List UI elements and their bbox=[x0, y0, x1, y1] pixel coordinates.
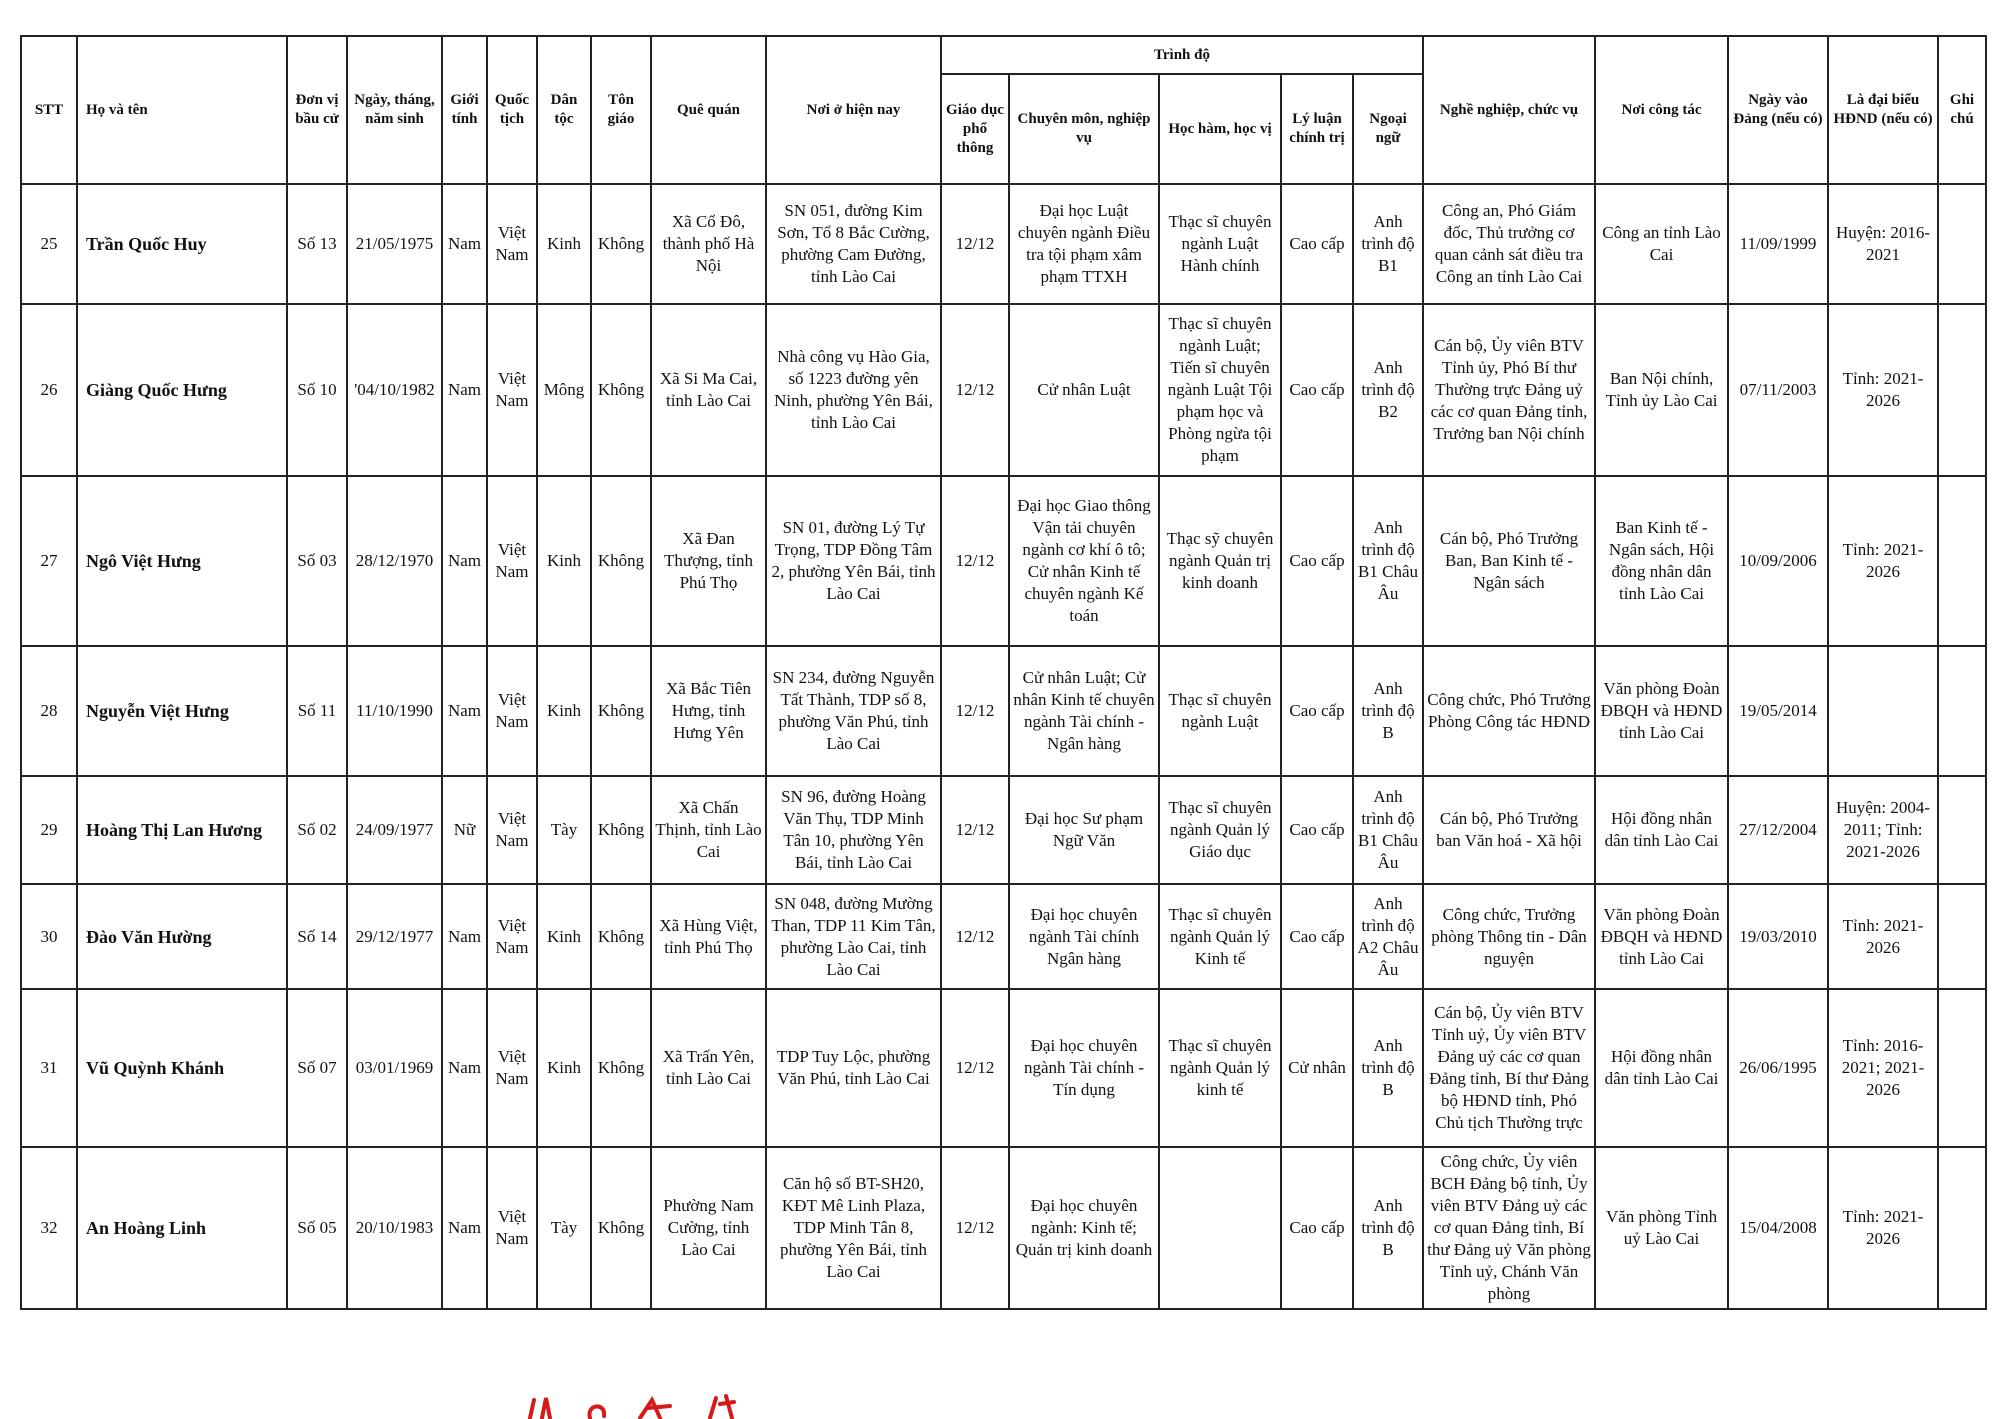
cell-dob: 29/12/1977 bbox=[347, 884, 442, 989]
cell-occupation: Cán bộ, Ủy viên BTV Tỉnh uỷ, Ủy viên BTV Đảng uỷ các cơ quan Đảng tỉnh, Bí thư Đảng bộ HĐND tỉnh, Phó Chủ tịch Thường trực bbox=[1423, 989, 1595, 1147]
cell-religion: Không bbox=[591, 184, 651, 304]
cell-gender: Nam bbox=[442, 884, 487, 989]
cell-dob: 21/05/1975 bbox=[347, 184, 442, 304]
table-row bbox=[21, 776, 1986, 884]
cell-hometown: Xã Trấn Yên, tỉnh Lào Cai bbox=[651, 989, 766, 1147]
cell-name: Đào Văn Hường bbox=[77, 884, 287, 989]
cell-general-edu: 12/12 bbox=[941, 304, 1009, 476]
cell-gender: Nam bbox=[442, 304, 487, 476]
cell-hometown: Xã Cổ Đô, thành phố Hà Nội bbox=[651, 184, 766, 304]
cell-residence: Nhà công vụ Hào Gia, số 1223 đường yên Ninh, phường Yên Bái, tỉnh Lào Cai bbox=[766, 304, 941, 476]
cell-politics: Cao cấp bbox=[1281, 1147, 1353, 1309]
cell-dob: 03/01/1969 bbox=[347, 989, 442, 1147]
cell-general-edu: 12/12 bbox=[941, 776, 1009, 884]
header-gender: Giới tính bbox=[442, 36, 487, 184]
cell-nationality: Việt Nam bbox=[487, 304, 537, 476]
cell-name: Ngô Việt Hưng bbox=[77, 476, 287, 646]
table-header bbox=[21, 36, 1986, 184]
cell-language: Anh trình độ B bbox=[1353, 646, 1423, 776]
cell-stt: 28 bbox=[21, 646, 77, 776]
cell-politics: Cao cấp bbox=[1281, 884, 1353, 989]
header-general-edu: Giáo dục phổ thông bbox=[941, 74, 1009, 184]
cell-residence: TDP Tuy Lộc, phường Văn Phú, tỉnh Lào Cai bbox=[766, 989, 941, 1147]
cell-language: Anh trình độ B bbox=[1353, 1147, 1423, 1309]
cell-note bbox=[1938, 646, 1986, 776]
cell-workplace: Ban Nội chính, Tỉnh ủy Lào Cai bbox=[1595, 304, 1728, 476]
red-stamp-mark bbox=[520, 1388, 800, 1419]
cell-degree: Thạc sĩ chuyên ngành Quản lý kinh tế bbox=[1159, 989, 1281, 1147]
cell-ethnic: Mông bbox=[537, 304, 591, 476]
cell-general-edu: 12/12 bbox=[941, 884, 1009, 989]
table-row bbox=[21, 1147, 1986, 1309]
cell-language: Anh trình độ B1 bbox=[1353, 184, 1423, 304]
cell-name: Giàng Quốc Hưng bbox=[77, 304, 287, 476]
header-stt: STT bbox=[21, 36, 77, 184]
cell-party-date: 26/06/1995 bbox=[1728, 989, 1828, 1147]
cell-occupation: Cán bộ, Ủy viên BTV Tỉnh ủy, Phó Bí thư Thường trực Đảng uỷ các cơ quan Đảng tỉnh, Trưởng ban Nội chính bbox=[1423, 304, 1595, 476]
cell-dob: '04/10/1982 bbox=[347, 304, 442, 476]
cell-ethnic: Tày bbox=[537, 1147, 591, 1309]
cell-ethnic: Kinh bbox=[537, 184, 591, 304]
header-unit: Đơn vị bầu cử bbox=[287, 36, 347, 184]
header-politics: Lý luận chính trị bbox=[1281, 74, 1353, 184]
cell-delegate: Huyện: 2016-2021 bbox=[1828, 184, 1938, 304]
cell-degree: Thạc sĩ chuyên ngành Quản lý Kinh tế bbox=[1159, 884, 1281, 989]
cell-degree bbox=[1159, 1147, 1281, 1309]
cell-religion: Không bbox=[591, 776, 651, 884]
cell-occupation: Công chức, Ủy viên BCH Đảng bộ tỉnh, Ủy viên BTV Đảng uỷ các cơ quan Đảng tỉnh, Bí thư Đảng uỷ Văn phòng Tỉnh uỷ, Chánh Văn phòng bbox=[1423, 1147, 1595, 1309]
cell-gender: Nam bbox=[442, 476, 487, 646]
cell-name: Nguyễn Việt Hưng bbox=[77, 646, 287, 776]
cell-hometown: Xã Chấn Thịnh, tỉnh Lào Cai bbox=[651, 776, 766, 884]
cell-note bbox=[1938, 989, 1986, 1147]
cell-gender: Nữ bbox=[442, 776, 487, 884]
cell-occupation: Công chức, Trưởng phòng Thông tin - Dân nguyện bbox=[1423, 884, 1595, 989]
cell-specialty: Đại học chuyên ngành Tài chính - Tín dụng bbox=[1009, 989, 1159, 1147]
cell-nationality: Việt Nam bbox=[487, 776, 537, 884]
cell-workplace: Hội đồng nhân dân tỉnh Lào Cai bbox=[1595, 776, 1728, 884]
cell-name: Vũ Quỳnh Khánh bbox=[77, 989, 287, 1147]
cell-degree: Thạc sỹ chuyên ngành Quản trị kinh doanh bbox=[1159, 476, 1281, 646]
cell-workplace: Văn phòng Tỉnh uỷ Lào Cai bbox=[1595, 1147, 1728, 1309]
cell-workplace: Hội đồng nhân dân tỉnh Lào Cai bbox=[1595, 989, 1728, 1147]
table-row bbox=[21, 476, 1986, 646]
cell-general-edu: 12/12 bbox=[941, 1147, 1009, 1309]
cell-stt: 32 bbox=[21, 1147, 77, 1309]
table-row bbox=[21, 184, 1986, 304]
table-row bbox=[21, 989, 1986, 1147]
cell-degree: Thạc sĩ chuyên ngành Quản lý Giáo dục bbox=[1159, 776, 1281, 884]
cell-specialty: Cử nhân Luật; Cử nhân Kinh tế chuyên ngành Tài chính - Ngân hàng bbox=[1009, 646, 1159, 776]
cell-politics: Cao cấp bbox=[1281, 476, 1353, 646]
cell-name: Hoàng Thị Lan Hương bbox=[77, 776, 287, 884]
cell-party-date: 19/05/2014 bbox=[1728, 646, 1828, 776]
cell-name: An Hoàng Linh bbox=[77, 1147, 287, 1309]
candidate-table-sheet bbox=[20, 35, 1985, 1310]
cell-unit: Số 14 bbox=[287, 884, 347, 989]
cell-stt: 26 bbox=[21, 304, 77, 476]
cell-religion: Không bbox=[591, 646, 651, 776]
cell-politics: Cử nhân bbox=[1281, 989, 1353, 1147]
header-language: Ngoại ngữ bbox=[1353, 74, 1423, 184]
cell-religion: Không bbox=[591, 989, 651, 1147]
cell-specialty: Cử nhân Luật bbox=[1009, 304, 1159, 476]
cell-nationality: Việt Nam bbox=[487, 989, 537, 1147]
cell-unit: Số 13 bbox=[287, 184, 347, 304]
cell-delegate: Huyện: 2004-2011; Tỉnh: 2021-2026 bbox=[1828, 776, 1938, 884]
cell-politics: Cao cấp bbox=[1281, 646, 1353, 776]
cell-occupation: Công an, Phó Giám đốc, Thủ trưởng cơ quan cảnh sát điều tra Công an tỉnh Lào Cai bbox=[1423, 184, 1595, 304]
cell-name: Trần Quốc Huy bbox=[77, 184, 287, 304]
cell-residence: SN 01, đường Lý Tự Trọng, TDP Đồng Tâm 2, phường Yên Bái, tỉnh Lào Cai bbox=[766, 476, 941, 646]
cell-residence: Căn hộ số BT-SH20, KĐT Mê Linh Plaza, TDP Minh Tân 8, phường Yên Bái, tỉnh Lào Cai bbox=[766, 1147, 941, 1309]
cell-unit: Số 10 bbox=[287, 304, 347, 476]
cell-workplace: Công an tỉnh Lào Cai bbox=[1595, 184, 1728, 304]
cell-residence: SN 048, đường Mường Than, TDP 11 Kim Tân, phường Lào Cai, tỉnh Lào Cai bbox=[766, 884, 941, 989]
cell-stt: 30 bbox=[21, 884, 77, 989]
cell-workplace: Văn phòng Đoàn ĐBQH và HĐND tỉnh Lào Cai bbox=[1595, 646, 1728, 776]
cell-residence: SN 96, đường Hoàng Văn Thụ, TDP Minh Tân 10, phường Yên Bái, tỉnh Lào Cai bbox=[766, 776, 941, 884]
cell-specialty: Đại học chuyên ngành: Kinh tế; Quản trị kinh doanh bbox=[1009, 1147, 1159, 1309]
cell-note bbox=[1938, 884, 1986, 989]
cell-note bbox=[1938, 184, 1986, 304]
cell-gender: Nam bbox=[442, 184, 487, 304]
cell-ethnic: Kinh bbox=[537, 646, 591, 776]
cell-residence: SN 234, đường Nguyễn Tất Thành, TDP số 8, phường Văn Phú, tỉnh Lào Cai bbox=[766, 646, 941, 776]
table-body bbox=[21, 184, 1986, 1309]
cell-specialty: Đại học Luật chuyên ngành Điều tra tội phạm xâm phạm TTXH bbox=[1009, 184, 1159, 304]
cell-general-edu: 12/12 bbox=[941, 184, 1009, 304]
cell-party-date: 07/11/2003 bbox=[1728, 304, 1828, 476]
cell-note bbox=[1938, 476, 1986, 646]
cell-delegate: Tỉnh: 2021-2026 bbox=[1828, 1147, 1938, 1309]
cell-general-edu: 12/12 bbox=[941, 646, 1009, 776]
cell-workplace: Ban Kinh tế - Ngân sách, Hội đồng nhân dân tỉnh Lào Cai bbox=[1595, 476, 1728, 646]
cell-note bbox=[1938, 304, 1986, 476]
table-row bbox=[21, 304, 1986, 476]
cell-stt: 31 bbox=[21, 989, 77, 1147]
header-degree: Học hàm, học vị bbox=[1159, 74, 1281, 184]
cell-language: Anh trình độ A2 Châu Âu bbox=[1353, 884, 1423, 989]
header-nationality: Quốc tịch bbox=[487, 36, 537, 184]
cell-workplace: Văn phòng Đoàn ĐBQH và HĐND tỉnh Lào Cai bbox=[1595, 884, 1728, 989]
cell-religion: Không bbox=[591, 884, 651, 989]
cell-specialty: Đại học Giao thông Vận tải chuyên ngành cơ khí ô tô; Cử nhân Kinh tế chuyên ngành Kế toán bbox=[1009, 476, 1159, 646]
table-row bbox=[21, 884, 1986, 989]
cell-language: Anh trình độ B bbox=[1353, 989, 1423, 1147]
cell-dob: 11/10/1990 bbox=[347, 646, 442, 776]
cell-dob: 28/12/1970 bbox=[347, 476, 442, 646]
cell-party-date: 11/09/1999 bbox=[1728, 184, 1828, 304]
cell-general-edu: 12/12 bbox=[941, 989, 1009, 1147]
cell-stt: 25 bbox=[21, 184, 77, 304]
cell-unit: Số 03 bbox=[287, 476, 347, 646]
cell-gender: Nam bbox=[442, 989, 487, 1147]
cell-hometown: Phường Nam Cường, tỉnh Lào Cai bbox=[651, 1147, 766, 1309]
cell-nationality: Việt Nam bbox=[487, 1147, 537, 1309]
header-ethnic: Dân tộc bbox=[537, 36, 591, 184]
cell-degree: Thạc sĩ chuyên ngành Luật Hành chính bbox=[1159, 184, 1281, 304]
cell-ethnic: Tày bbox=[537, 776, 591, 884]
header-residence: Nơi ở hiện nay bbox=[766, 36, 941, 184]
cell-hometown: Xã Đan Thượng, tỉnh Phú Thọ bbox=[651, 476, 766, 646]
cell-ethnic: Kinh bbox=[537, 989, 591, 1147]
cell-hometown: Xã Bắc Tiên Hưng, tỉnh Hưng Yên bbox=[651, 646, 766, 776]
cell-ethnic: Kinh bbox=[537, 476, 591, 646]
cell-language: Anh trình độ B1 Châu Âu bbox=[1353, 776, 1423, 884]
cell-delegate: Tỉnh: 2021-2026 bbox=[1828, 884, 1938, 989]
header-religion: Tôn giáo bbox=[591, 36, 651, 184]
cell-language: Anh trình độ B2 bbox=[1353, 304, 1423, 476]
cell-politics: Cao cấp bbox=[1281, 304, 1353, 476]
cell-hometown: Xã Si Ma Cai, tỉnh Lào Cai bbox=[651, 304, 766, 476]
cell-unit: Số 11 bbox=[287, 646, 347, 776]
cell-stt: 27 bbox=[21, 476, 77, 646]
cell-nationality: Việt Nam bbox=[487, 884, 537, 989]
cell-residence: SN 051, đường Kim Sơn, Tổ 8 Bắc Cường, phường Cam Đường, tỉnh Lào Cai bbox=[766, 184, 941, 304]
cell-hometown: Xã Hùng Việt, tỉnh Phú Thọ bbox=[651, 884, 766, 989]
candidate-table bbox=[20, 35, 1987, 1310]
cell-occupation: Công chức, Phó Trưởng Phòng Công tác HĐND bbox=[1423, 646, 1595, 776]
cell-note bbox=[1938, 1147, 1986, 1309]
header-occupation: Nghề nghiệp, chức vụ bbox=[1423, 36, 1595, 184]
cell-religion: Không bbox=[591, 476, 651, 646]
cell-degree: Thạc sĩ chuyên ngành Luật bbox=[1159, 646, 1281, 776]
cell-religion: Không bbox=[591, 1147, 651, 1309]
cell-politics: Cao cấp bbox=[1281, 776, 1353, 884]
header-specialty: Chuyên môn, nghiệp vụ bbox=[1009, 74, 1159, 184]
cell-specialty: Đại học Sư phạm Ngữ Văn bbox=[1009, 776, 1159, 884]
cell-occupation: Cán bộ, Phó Trưởng ban Văn hoá - Xã hội bbox=[1423, 776, 1595, 884]
cell-dob: 20/10/1983 bbox=[347, 1147, 442, 1309]
header-note: Ghi chú bbox=[1938, 36, 1986, 184]
cell-dob: 24/09/1977 bbox=[347, 776, 442, 884]
cell-party-date: 19/03/2010 bbox=[1728, 884, 1828, 989]
header-name: Họ và tên bbox=[77, 36, 287, 184]
cell-specialty: Đại học chuyên ngành Tài chính Ngân hàng bbox=[1009, 884, 1159, 989]
cell-party-date: 27/12/2004 bbox=[1728, 776, 1828, 884]
cell-delegate bbox=[1828, 646, 1938, 776]
cell-delegate: Tỉnh: 2021-2026 bbox=[1828, 476, 1938, 646]
cell-language: Anh trình độ B1 Châu Âu bbox=[1353, 476, 1423, 646]
header-dob: Ngày, tháng, năm sinh bbox=[347, 36, 442, 184]
cell-unit: Số 05 bbox=[287, 1147, 347, 1309]
cell-gender: Nam bbox=[442, 1147, 487, 1309]
cell-nationality: Việt Nam bbox=[487, 646, 537, 776]
header-education-group: Trình độ bbox=[941, 36, 1423, 74]
cell-occupation: Cán bộ, Phó Trưởng Ban, Ban Kinh tế - Ngân sách bbox=[1423, 476, 1595, 646]
cell-note bbox=[1938, 776, 1986, 884]
cell-stt: 29 bbox=[21, 776, 77, 884]
header-delegate: Là đại biểu HĐND (nếu có) bbox=[1828, 36, 1938, 184]
cell-party-date: 15/04/2008 bbox=[1728, 1147, 1828, 1309]
cell-unit: Số 07 bbox=[287, 989, 347, 1147]
cell-ethnic: Kinh bbox=[537, 884, 591, 989]
cell-religion: Không bbox=[591, 304, 651, 476]
cell-gender: Nam bbox=[442, 646, 487, 776]
cell-politics: Cao cấp bbox=[1281, 184, 1353, 304]
cell-nationality: Việt Nam bbox=[487, 476, 537, 646]
cell-unit: Số 02 bbox=[287, 776, 347, 884]
header-workplace: Nơi công tác bbox=[1595, 36, 1728, 184]
cell-delegate: Tỉnh: 2016-2021; 2021-2026 bbox=[1828, 989, 1938, 1147]
cell-degree: Thạc sĩ chuyên ngành Luật; Tiến sĩ chuyên ngành Luật Tội phạm học và Phòng ngừa tội phạm bbox=[1159, 304, 1281, 476]
cell-delegate: Tỉnh: 2021-2026 bbox=[1828, 304, 1938, 476]
cell-party-date: 10/09/2006 bbox=[1728, 476, 1828, 646]
header-hometown: Quê quán bbox=[651, 36, 766, 184]
cell-nationality: Việt Nam bbox=[487, 184, 537, 304]
cell-general-edu: 12/12 bbox=[941, 476, 1009, 646]
table-row bbox=[21, 646, 1986, 776]
header-party-date: Ngày vào Đảng (nếu có) bbox=[1728, 36, 1828, 184]
